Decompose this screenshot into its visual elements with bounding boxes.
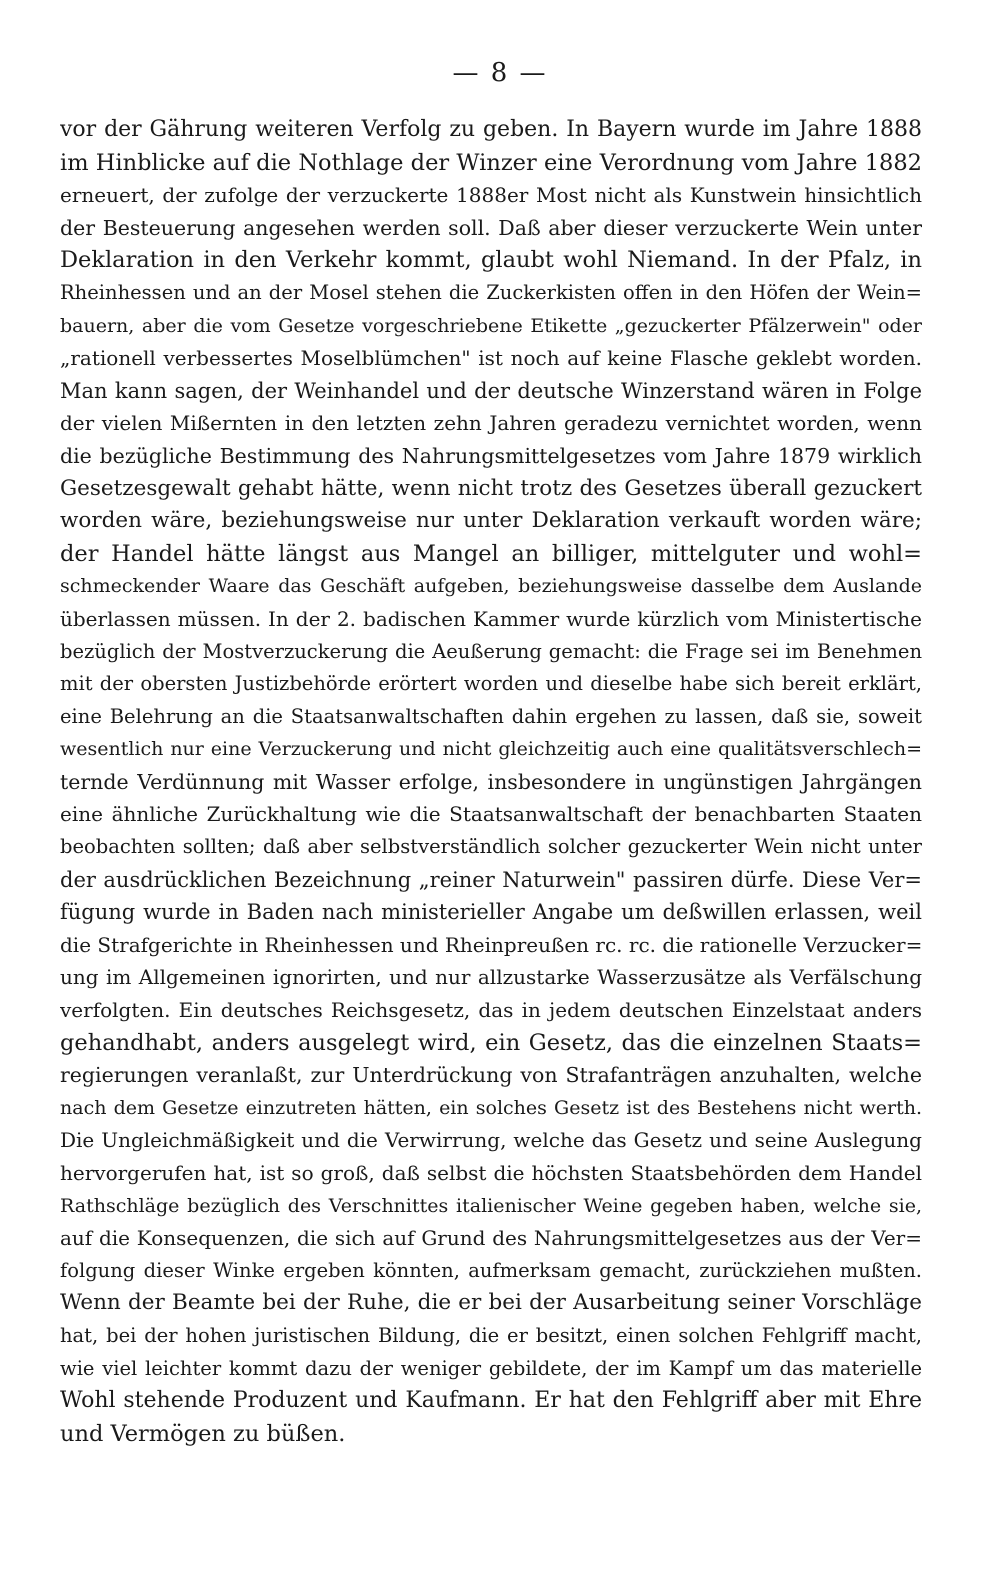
text-line: verfolgten. Ein deutsches Reichsgesetz, das in jedem deutschen Einzelstaat anders bbox=[60, 998, 922, 1023]
text-line: Gesetzesgewalt gehabt hätte, wenn nicht trotz des Gesetzes überall gezuckert bbox=[60, 475, 922, 501]
text-line: schmeckender Waare das Geschäft aufgeben, beziehungsweise dasselbe dem Auslande bbox=[60, 575, 922, 598]
text-line: „rationell verbessertes Moselblümchen" ist noch auf keine Flasche geklebt worden. bbox=[60, 346, 922, 371]
text-line: mit der obersten Justizbehörde erörtert worden und dieselbe habe sich bereit erklärt, bbox=[60, 672, 922, 696]
text-line: der Besteuerung angesehen werden soll. Daß aber dieser verzuckerte Wein unter bbox=[60, 215, 922, 240]
text-line: eine ähnliche Zurückhaltung wie die Staatsanwaltschaft der benachbarten Staaten bbox=[60, 802, 922, 827]
text-line: eine Belehrung an die Staatsanwaltschaften dahin ergehen zu lassen, daß sie, soweit bbox=[60, 704, 922, 728]
text-line: vor der Gährung weiteren Verfolg zu geben. In Bayern wurde im Jahre 1888 bbox=[60, 117, 922, 142]
text-line: im Hinblicke auf die Nothlage der Winzer eine Verordnung vom Jahre 1882 bbox=[60, 149, 922, 176]
text-line: fügung wurde in Baden nach ministerieller Angabe um deßwillen erlassen, weil bbox=[60, 900, 922, 925]
text-line: folgung dieser Winke ergeben könnten, aufmerksam gemacht, zurückziehen mußten. bbox=[60, 1258, 922, 1282]
text-line: die bezügliche Bestimmung des Nahrungsmittelgesetzes vom Jahre 1879 wirklich bbox=[60, 443, 922, 468]
text-line: wie viel leichter kommt dazu der weniger gebildete, der im Kampf um das materielle bbox=[60, 1356, 922, 1380]
text-line: Wenn der Beamte bei der Ruhe, die er bei der Ausarbeitung seiner Vorschläge bbox=[60, 1290, 922, 1316]
text-line: überlassen müssen. In der 2. badischen Kammer wurde kürzlich vom Ministertische bbox=[60, 606, 922, 631]
text-line: nach dem Gesetze einzutreten hätten, ein solches Gesetz ist des Bestehens nicht werth. bbox=[60, 1096, 922, 1119]
text-line: ternde Verdünnung mit Wasser erfolge, insbesondere in ungünstigen Jahrgängen bbox=[60, 769, 922, 794]
text-line: Rathschläge bezüglich des Verschnittes italienischer Weine gegeben haben, welche sie, bbox=[60, 1194, 922, 1217]
body-text bbox=[60, 114, 922, 1450]
text-line: gehandhabt, anders ausgelegt wird, ein Gesetz, das die einzelnen Staats= bbox=[60, 1029, 922, 1056]
text-line-last: und Vermögen zu büßen. bbox=[60, 1420, 346, 1447]
text-line: wesentlich nur eine Verzuckerung und nicht gleichzeitig auch eine qualitätsverschlech= bbox=[60, 738, 922, 761]
page-number: — 8 — bbox=[452, 58, 548, 88]
text-line: beobachten sollten; daß aber selbstverständlich solcher gezuckerter Wein nicht unter bbox=[60, 835, 922, 859]
text-line: der vielen Mißernten in den letzten zehn Jahren geradezu vernichtet worden, wenn bbox=[60, 411, 922, 436]
text-line: Die Ungleichmäßigkeit und die Verwirrung, welche das Gesetz und seine Auslegung bbox=[60, 1128, 922, 1153]
text-line: Wohl stehende Produzent und Kaufmann. Er hat den Fehlgriff aber mit Ehre bbox=[60, 1388, 922, 1414]
text-line: Rheinhessen und an der Mosel stehen die Zuckerkisten offen in den Höfen der Wein= bbox=[60, 280, 922, 304]
text-line: bauern, aber die vom Gesetze vorgeschriebene Etikette „gezuckerter Pfälzerwein" oder bbox=[60, 314, 922, 337]
text-line: ung im Allgemeinen ignorirten, und nur allzustarke Wasserzusätze als Verfälschung bbox=[60, 965, 922, 990]
text-line: hat, bei der hohen juristischen Bildung, die er besitzt, einen solchen Fehlgriff macht, bbox=[60, 1323, 922, 1347]
text-line: regierungen veranlaßt, zur Unterdrückung von Strafanträgen anzuhalten, welche bbox=[60, 1063, 922, 1088]
text-line: erneuert, der zufolge der verzuckerte 1888er Most nicht als Kunstwein hinsichtlich bbox=[60, 183, 922, 208]
text-line: Man kann sagen, der Weinhandel und der deutsche Winzerstand wären in Folge bbox=[60, 378, 922, 403]
text-line: der ausdrücklichen Bezeichnung „reiner Naturwein" passiren dürfe. Diese Ver= bbox=[60, 867, 922, 892]
text-line: Deklaration in den Verkehr kommt, glaubt wohl Niemand. In der Pfalz, in bbox=[60, 247, 922, 274]
text-line: worden wäre, beziehungsweise nur unter Deklaration verkauft worden wäre; bbox=[60, 508, 922, 534]
text-line: der Handel hätte längst aus Mangel an billiger, mittelguter und wohl= bbox=[60, 540, 922, 567]
text-line: bezüglich der Mostverzuckerung die Aeußerung gemacht: die Frage sei im Benehmen bbox=[60, 639, 922, 663]
text-line: die Strafgerichte in Rheinhessen und Rheinpreußen rc. rc. die rationelle Verzucker= bbox=[60, 932, 922, 957]
text-line: auf die Konsequenzen, die sich auf Grund des Nahrungsmittelgesetzes aus der Ver= bbox=[60, 1226, 922, 1251]
text-line: hervorgerufen hat, ist so groß, daß selbst die höchsten Staatsbehörden dem Handel bbox=[60, 1161, 922, 1185]
